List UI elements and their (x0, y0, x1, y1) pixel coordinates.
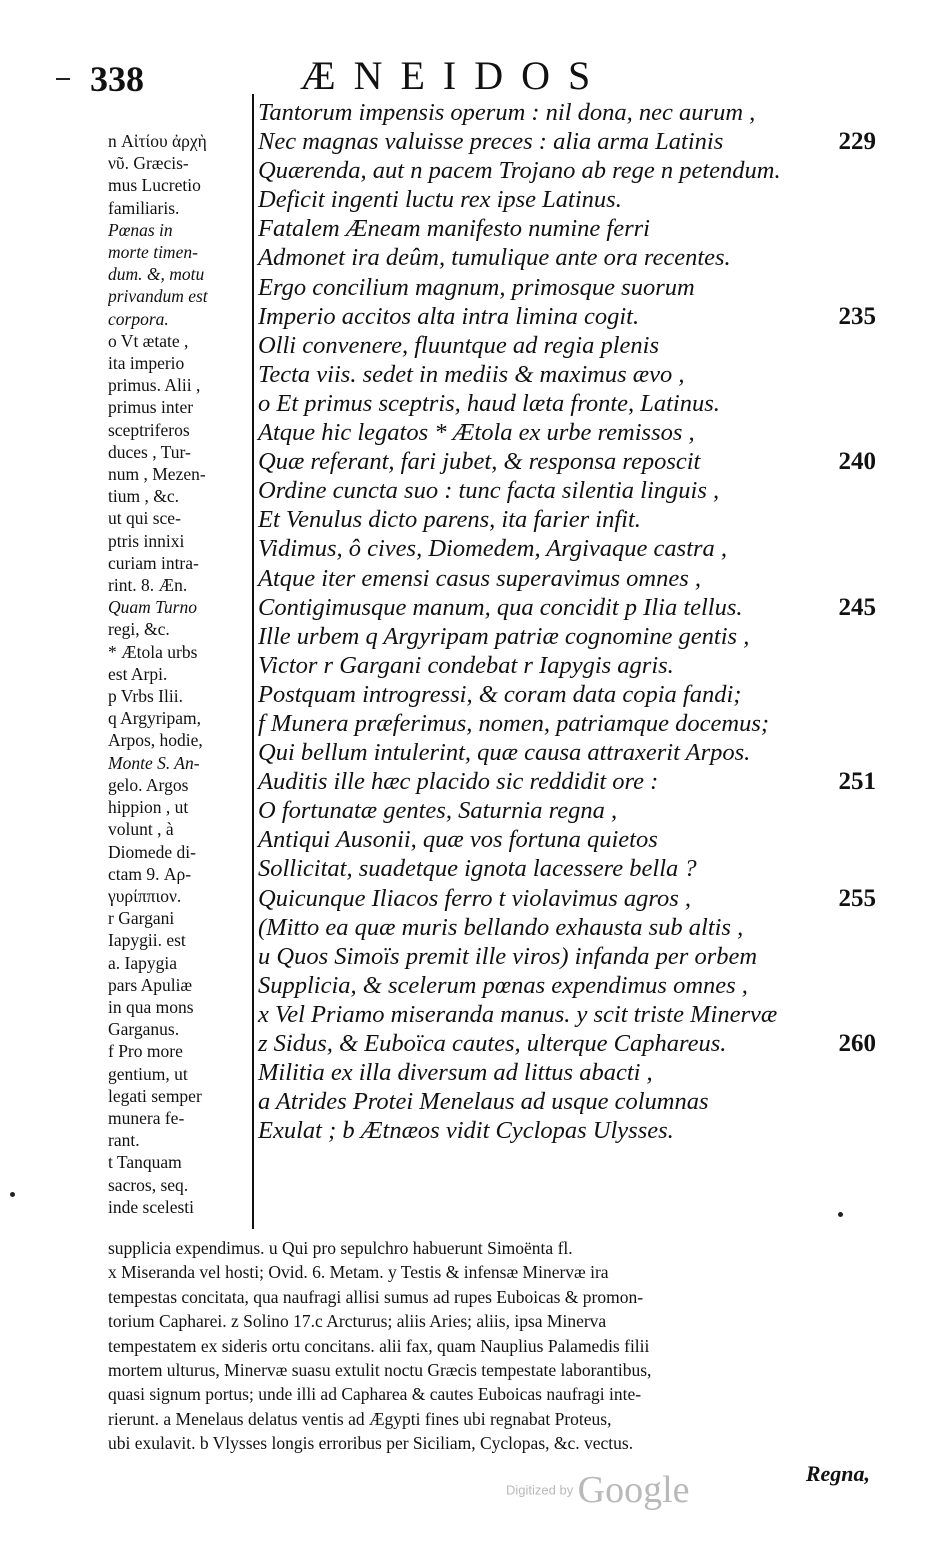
margin-note-line: a. Iapygia (108, 952, 177, 973)
margin-note-line: hippion , ut (108, 797, 189, 818)
verse-text: Vidimus, ô cives, Diomedem, Argivaque castra , (258, 535, 728, 563)
verse-line (258, 942, 898, 971)
verse-text: Ille urbem q Argyripam patriæ cognomine gentis , (258, 622, 750, 650)
verse-line (258, 127, 898, 156)
verse-text: Postquam introgressi, & coram data copia fandi; (258, 680, 742, 708)
line-number: 235 (838, 302, 876, 330)
margin-note-line: Diomede di- (108, 841, 196, 862)
margin-note-line: primus. Alii , (108, 375, 201, 396)
margin-note-line: o Vt ætate , (108, 330, 189, 351)
footnote-line: supplicia expendimus. u Qui pro sepulchro habuerunt Simoënta fl. (108, 1238, 573, 1258)
margin-note-line: volunt , à (108, 819, 174, 840)
verse-text: Militia ex illa diversum ad littus abacti , (258, 1059, 653, 1087)
margin-note-line: Arpos, hodie, (108, 730, 203, 751)
margin-note-line: rint. 8. Æn. (108, 575, 188, 596)
verse-line (258, 564, 898, 593)
margin-note-line: tium , &c. (108, 486, 179, 507)
verse-line (258, 680, 898, 709)
catchword: Regna, (805, 1461, 870, 1486)
verse-text: Sollicitat, suadetque ignota lacessere bella ? (258, 855, 697, 883)
header-dash (56, 78, 70, 80)
verse-line (258, 476, 898, 505)
verse-line (258, 1116, 898, 1145)
verse-line (258, 534, 898, 563)
margin-note-line: ptris innixi (108, 530, 185, 551)
verse-line (258, 389, 898, 418)
margin-note-line: legati semper (108, 1085, 202, 1106)
verse-text: O fortunatæ gentes, Saturnia regna , (258, 797, 618, 825)
margin-note-line: ctam 9. Αρ- (108, 863, 192, 884)
verse-text: Quæ referant, fari jubet, & responsa reposcit (258, 448, 701, 476)
verse-line (258, 593, 898, 622)
verse-text: z Sidus, & Euboïca cautes, ulterque Caphareus. (258, 1030, 727, 1057)
margin-note-line: familiaris. (108, 197, 180, 218)
verse-text: u Quos Simoïs premit ille viros) infanda per orbem (258, 942, 758, 970)
watermark-prefix: Digitized by (506, 1482, 574, 1498)
margin-note-line: f Pro more (108, 1041, 183, 1062)
verse-line (258, 1058, 898, 1087)
verse-text: Atque hic legatos * Ætola ex urbe remissos , (258, 419, 695, 447)
page-number: 338 (90, 59, 144, 99)
margin-note-line: q Argyripam, (108, 708, 202, 729)
margin-note-line: Garganus. (108, 1019, 180, 1040)
watermark-brand: Google (577, 1469, 690, 1511)
verse-column (258, 98, 898, 1145)
verse-text: Contigimusque manum, qua concidit p Ilia tellus. (258, 593, 743, 621)
margin-note-line: t Tanquam (108, 1152, 182, 1173)
line-number: 251 (838, 768, 876, 796)
line-number: 229 (838, 128, 876, 156)
verse-line (258, 651, 898, 680)
verse-line (258, 1000, 898, 1029)
margin-note-line: mus Lucretio (108, 175, 201, 196)
ink-speck (10, 1192, 15, 1197)
line-number: 255 (838, 884, 876, 912)
margin-note-line: sceptriferos (108, 419, 190, 440)
line-number: 245 (838, 593, 876, 621)
verse-text: Quærenda, aut n pacem Trojano ab rege n petendum. (258, 157, 781, 185)
verse-line (258, 360, 898, 389)
margin-note-line: duces , Tur- (108, 441, 191, 462)
column-rule (252, 94, 254, 1229)
verse-text: x Vel Priamo miseranda manus. y scit triste Minervæ (258, 1000, 778, 1028)
margin-note-line: * Ætola urbs (108, 641, 198, 662)
footnotes (108, 1236, 878, 1456)
verse-line (258, 913, 898, 942)
verse-text: Antiqui Ausonii, quæ vos fortuna quietos (258, 826, 658, 854)
verse-line (258, 971, 898, 1000)
verse-text: (Mitto ea quæ muris bellando exhausta sub altis , (258, 913, 744, 941)
verse-line (258, 709, 898, 738)
verse-text: f Munera præferimus, nomen, patriamque docemus; (258, 709, 770, 737)
verse-line (258, 622, 898, 651)
verse-text: a Atrides Protei Menelaus ad usque columnas (258, 1088, 709, 1116)
verse-line (258, 214, 898, 243)
margin-note-line: ut qui sce- (108, 508, 181, 529)
verse-line (258, 447, 898, 476)
margin-note-line: in qua mons (108, 996, 194, 1017)
verse-line (258, 98, 898, 127)
margin-note-line: r Gargani (108, 908, 175, 929)
verse-text: o Et primus sceptris, haud læta fronte, Latinus. (258, 389, 720, 417)
margin-note-line: Quam Turno (108, 597, 197, 618)
margin-note-line: gelo. Argos (108, 774, 189, 795)
verse-text: Tecta viis. sedet in mediis & maximus ævo , (258, 360, 685, 388)
running-title: ÆNEIDOS (300, 53, 609, 98)
margin-note-line: Iapygii. est (108, 930, 186, 951)
footnote-line: quasi signum portus; unde illi ad Capharea & cautes Euboicas naufragi inte- (108, 1384, 642, 1405)
verse-text: Atque iter emensi casus superavimus omnes , (258, 564, 701, 592)
verse-line (258, 796, 898, 825)
margin-note-line: γυρίππιον. (108, 885, 182, 906)
margin-note-line: dum. &, motu (108, 264, 205, 285)
margin-note-line: Pœnas in (108, 219, 173, 240)
verse-text: Victor r Gargani condebat r Iapygis agris. (258, 651, 674, 679)
margin-note-line: inde scelesti (108, 1196, 195, 1217)
verse-line (258, 302, 898, 331)
verse-text: Deficit ingenti luctu rex ipse Latinus. (258, 186, 622, 214)
margin-note-line: νῦ. Græcis- (108, 153, 189, 174)
verse-line (258, 1029, 898, 1058)
verse-line (258, 738, 898, 767)
margin-note-line: corpora. (108, 308, 169, 329)
margin-note-line: est Arpi. (108, 663, 168, 684)
margin-note-line: regi, &c. (108, 619, 170, 640)
verse-line (258, 273, 898, 302)
footnote-line: torium Capharei. z Solino 17.c Arcturus; aliis Aries; aliis, ipsa Minerva (108, 1311, 607, 1332)
footnote-line: tempestas concitata, qua naufragi allisi sumus ad rupes Euboicas & promon- (108, 1286, 644, 1307)
margin-note-line: pars Apuliæ (108, 974, 193, 995)
verse-line (258, 331, 898, 360)
verse-text: Ordine cuncta suo : tunc facta silentia linguis , (258, 477, 720, 505)
footnote-line: mortem ulturus, Minervæ suasu extulit noctu Græcis tempestate laborantibus, (108, 1360, 652, 1381)
verse-line (258, 156, 898, 185)
margin-note-line: rant. (108, 1130, 140, 1151)
footnote-line: x Miseranda vel hosti; Ovid. 6. Metam. y Testis & infensæ Minervæ ira (108, 1262, 609, 1283)
verse-line (258, 767, 898, 796)
margin-notes (108, 130, 248, 1218)
digitized-watermark (506, 1468, 690, 1512)
verse-text: Exulat ; b Ætnæos vidit Cyclopas Ulysses. (258, 1117, 674, 1145)
verse-text: Quicunque Iliacos ferro t violavimus agros , (258, 884, 692, 912)
margin-note-line: p Vrbs Ilii. (108, 686, 183, 707)
margin-note-line: curiam intra- (108, 552, 199, 573)
verse-text: Admonet ira deûm, tumulique ante ora recentes. (258, 244, 731, 272)
line-number: 260 (838, 1030, 876, 1057)
verse-line (258, 505, 898, 534)
line-number: 240 (838, 448, 876, 476)
margin-note-line: sacros, seq. (108, 1174, 189, 1195)
verse-line (258, 854, 898, 883)
verse-text: Fatalem Æneam manifesto numine ferri (258, 215, 650, 243)
verse-text: Imperio accitos alta intra limina cogit. (258, 302, 640, 330)
margin-note-line: ita imperio (108, 353, 185, 374)
verse-text: Auditis ille hæc placido sic reddidit ore : (258, 768, 659, 796)
margin-note-line: Monte S. An- (108, 752, 200, 773)
verse-text: Ergo concilium magnum, primosque suorum (258, 273, 695, 301)
margin-note-line: primus inter (108, 397, 194, 418)
footnote-line: ubi exulavit. b Vlysses longis erroribus per Siciliam, Cyclopas, &c. vectus. (108, 1433, 634, 1454)
footnote-line: tempestatem ex sideris ortu concitans. alii fax, quam Nauplius Palamedis filii (108, 1335, 650, 1356)
ink-speck (838, 1212, 843, 1217)
verse-line (258, 418, 898, 447)
margin-note-line: morte timen- (108, 242, 198, 263)
margin-note-line: munera fe- (108, 1107, 185, 1128)
verse-text: Olli convenere, fluuntque ad regia plenis (258, 331, 659, 359)
verse-line (258, 825, 898, 854)
margin-note-line: gentium, ut (108, 1063, 188, 1084)
verse-line (258, 884, 898, 913)
verse-line (258, 185, 898, 214)
verse-text: Tantorum impensis operum : nil dona, nec aurum , (258, 99, 756, 126)
page-header (0, 52, 934, 102)
verse-text: Supplicia, & scelerum pœnas expendimus omnes , (258, 971, 748, 999)
verse-line (258, 243, 898, 272)
margin-note-line: privandum est (108, 286, 208, 307)
verse-text: Qui bellum intulerint, quæ causa attraxerit Arpos. (258, 739, 751, 767)
margin-note-line: num , Mezen- (108, 464, 206, 485)
verse-text: Nec magnas valuisse preces : alia arma Latinis (258, 128, 724, 156)
verse-line (258, 1087, 898, 1116)
footnote-line: rierunt. a Menelaus delatus ventis ad Ægypti fines ubi regnabat Proteus, (108, 1408, 612, 1429)
margin-note-line: n Αἰτίου ἀρχὴ (108, 131, 207, 151)
verse-text: Et Venulus dicto parens, ita farier infit. (258, 506, 641, 534)
